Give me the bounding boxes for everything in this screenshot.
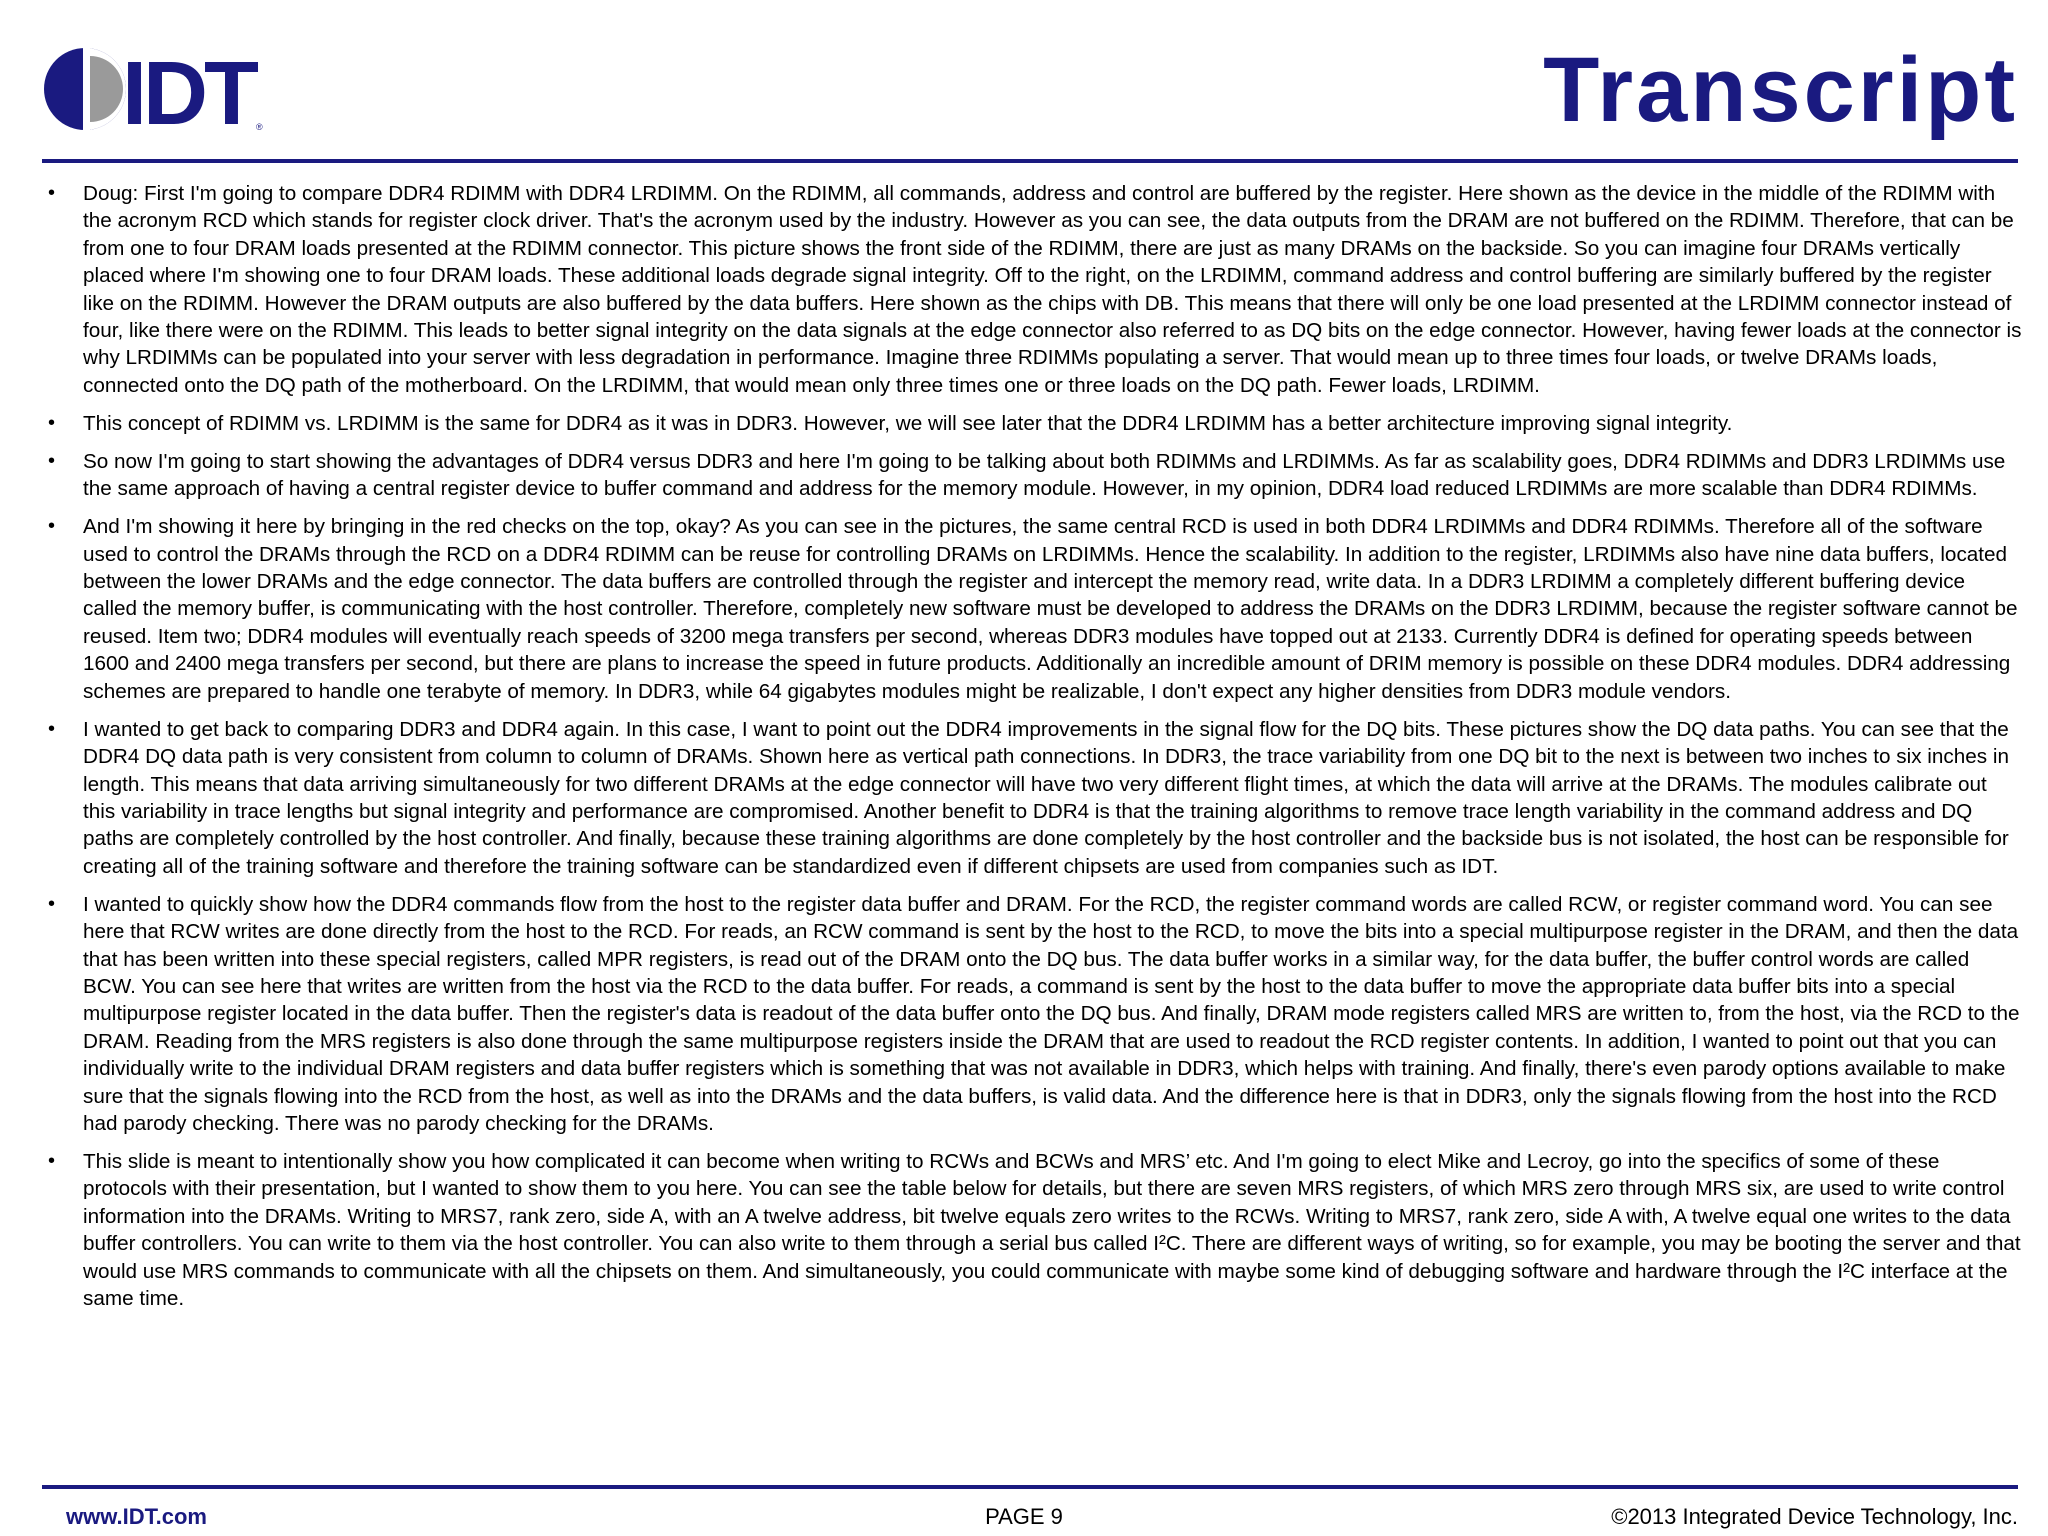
bullet-icon: • bbox=[48, 411, 56, 434]
paragraph-text: I wanted to quickly show how the DDR4 commands flow from the host to the register data buffer and DRAM. For the RCD, the register command words are called RCW, or register command word. You can see here that RCW writes are done directly from the host to the RCD. For reads, an RCW command is sent by the host to the RCD, to move the bits into a special multipurpose register in the DRAM, and then the data that has been written into these special registers, called MPR registers, is read out of the DRAM onto the DQ bus. The data buffer works in a similar way, for the data buffer, the buffer control words are called BCW. You can see here that writes are written from the host via the RCD to the data buffer. For reads, a command is sent by the host to the data buffer to move the appropriate data buffer bits into a special multipurpose register located in the data buffer. Then the register's data is readout of the data buffer onto the DQ bus. And finally, DRAM mode registers called MRS are written to, from the host, via the RCD to the DRAM. Reading from the MRS registers is also done through the same multipurpose registers inside the DRAM that are used to readout the RCD register contents. In addition, I wanted to point out that you can individually write to the individual DRAM registers and data buffer registers which is something that was not available in DDR3, which helps with training. And finally, there's even parody options available to make sure that the signals flowing into the RCD from the host, as well as into the DRAMs and the data buffers, is valid data. And the difference here is that in DDR3, only the signals flowing from the host into the RCD had parody checking. There was no parody checking for the DRAMs. bbox=[83, 892, 2020, 1135]
website-link[interactable]: www.IDT.com bbox=[66, 1504, 207, 1529]
paragraph-text: This slide is meant to intentionally show you how complicated it can become when writing to RCWs and BCWs and MRS’ etc. And I'm going to elect Mike and Lecroy, go into the specifics of some of these protocols with their presentation, but I wanted to show them to you here. You can see the table below for details, but there are seven MRS registers, of which MRS zero through MRS six, are used to write control information into the DRAMs. Writing to MRS7, rank zero, side A, with an A twelve address, bit twelve equals zero writes to the RCWs. Writing to MRS7, rank zero, side A with, A twelve equal one writes to the data buffer controllers. You can write to them via the host controller. You can also write to them through a serial bus called I²C. There are different ways of writing, so for example, you may be booting the server and that would use MRS commands to communicate with all the chipsets on them. And simultaneously, you could communicate with maybe some kind of debugging software and hardware through the I²C interface at the same time. bbox=[83, 1149, 2021, 1310]
list-item bbox=[42, 891, 2022, 1138]
idt-logo bbox=[42, 46, 272, 132]
paragraph-text: I wanted to get back to comparing DDR3 and DDR4 again. In this case, I want to point out the DDR4 improvements in the signal flow for the DQ bits. These pictures show the DQ data paths. You can see that the DDR4 DQ data path is very consistent from column to column of DRAMs. Shown here as vertical path connections. In DDR3, the trace variability from one DQ bit to the next is between two inches to six inches in length. This means that data arriving simultaneously for two different DRAMs at the edge connector will have two very different flight times, at which the data will arrive at the DRAMs. The modules calibrate out this variability in trace lengths but signal integrity and performance are compromised. Another benefit to DDR4 is that the training algorithms to remove trace length variability in the command address and DQ paths are completely controlled by the host controller. And finally, because these training algorithms are done completely by the host controller and the backside bus is not isolated, the host can be responsible for creating all of the training software and therefore the training software can be standardized even if different chipsets are used from companies such as IDT. bbox=[83, 717, 2009, 878]
copyright-notice: ©2013 Integrated Device Technology, Inc. bbox=[1611, 1504, 2018, 1529]
header-divider bbox=[42, 159, 2018, 163]
svg-text:IDT: IDT bbox=[122, 46, 255, 132]
footer-divider bbox=[42, 1485, 2018, 1489]
svg-text:®: ® bbox=[256, 122, 263, 132]
list-item bbox=[42, 1148, 2022, 1312]
bullet-icon: • bbox=[48, 449, 56, 472]
bullet-icon: • bbox=[48, 515, 56, 538]
paragraph-text: So now I'm going to start showing the advantages of DDR4 versus DDR3 and here I'm going to be talking about both RDIMMs and LRDIMMs. As far as scalability goes, DDR4 RDIMMs and DDR3 LRDIMMs use the same approach of having a central register device to buffer command and address for the memory module. However, in my opinion, DDR4 load reduced LRDIMMs are more scalable than DDR4 RDIMMs. bbox=[83, 449, 2006, 501]
transcript-list bbox=[42, 180, 2022, 1312]
transcript-body bbox=[42, 180, 2022, 1476]
list-item bbox=[42, 410, 2022, 437]
page-title: Transcript bbox=[1543, 39, 2018, 141]
bullet-icon: • bbox=[48, 1149, 56, 1172]
paragraph-text: Doug: First I'm going to compare DDR4 RDIMM with DDR4 LRDIMM. On the RDIMM, all commands, address and control are buffered by the register. Here shown as the device in the middle of the RDIMM with the acronym RCD which stands for register clock driver. That's the acronym used by the industry. However as you can see, the data outputs from the DRAM are not buffered on the RDIMM. Therefore, that can be from one to four DRAM loads presented at the RDIMM connector. This picture shows the front side of the RDIMM, there are just as many DRAMs on the backside. So you can imagine four DRAMs vertically placed where I'm showing one to four DRAM loads. These additional loads degrade signal integrity. Off to the right, on the LRDIMM, command address and control buffering are similarly buffered by the register like on the RDIMM. However the DRAM outputs are also buffered by the data buffers. Here shown as the chips with DB. This means that there will only be one load presented at the LRDIMM connector instead of four, like there were on the RDIMM. This leads to better signal integrity on the data signals at the edge connector also referred to as DQ bits on the edge connector. However, having fewer loads at the connector is why LRDIMMs can be populated into your server with less degradation in performance. Imagine three RDIMMs populating a server. That would mean up to three times four loads, or twelve DRAMs loads, connected onto the DQ path of the motherboard. On the LRDIMM, that would mean only three times one or three loads on the DQ path. Fewer loads, LRDIMM. bbox=[83, 182, 2022, 397]
bullet-icon: • bbox=[48, 717, 56, 740]
paragraph-text: And I'm showing it here by bringing in the red checks on the top, okay? As you can see in the pictures, the same central RCD is used in both DDR4 LRDIMMs and DDR4 RDIMMs. Therefore all of the software used to control the DRAMs through the RCD on a DDR4 RDIMM can be reuse for controlling DRAMs on LRDIMMs. Hence the scalability. In addition to the register, LRDIMMs also have nine data buffers, located between the lower DRAMs and the edge connector. The data buffers are controlled through the register and intercept the memory read, write data. In a DDR3 LRDIMM a completely different buffering device called the memory buffer, is communicating with the host controller. Therefore, completely new software must be developed to address the DRAMs on the DDR3 LRDIMM, because the register software cannot be reused. Item two; DDR4 modules will eventually reach speeds of 3200 mega transfers per second, whereas DDR3 modules have topped out at 2133. Currently DDR4 is defined for operating speeds between 1600 and 2400 mega transfers per second, but there are plans to increase the speed in future products. Additionally an incredible amount of DRIM memory is possible on these DDR4 modules. DDR4 addressing schemes are prepared to handle one terabyte of memory. In DDR3, while 64 gigabytes modules might be realizable, I don't expect any higher densities from DDR3 module vendors. bbox=[83, 515, 2018, 703]
list-item bbox=[42, 513, 2022, 705]
page-number: PAGE 9 bbox=[985, 1504, 1063, 1529]
paragraph-text: This concept of RDIMM vs. LRDIMM is the same for DDR4 as it was in DDR3. However, we will see later that the DDR4 LRDIMM has a better architecture improving signal integrity. bbox=[83, 411, 1733, 435]
list-item bbox=[42, 716, 2022, 880]
bullet-icon: • bbox=[48, 892, 56, 915]
page-header bbox=[0, 0, 2048, 165]
list-item bbox=[42, 448, 2022, 503]
bullet-icon: • bbox=[48, 182, 56, 204]
list-item bbox=[42, 180, 2022, 399]
